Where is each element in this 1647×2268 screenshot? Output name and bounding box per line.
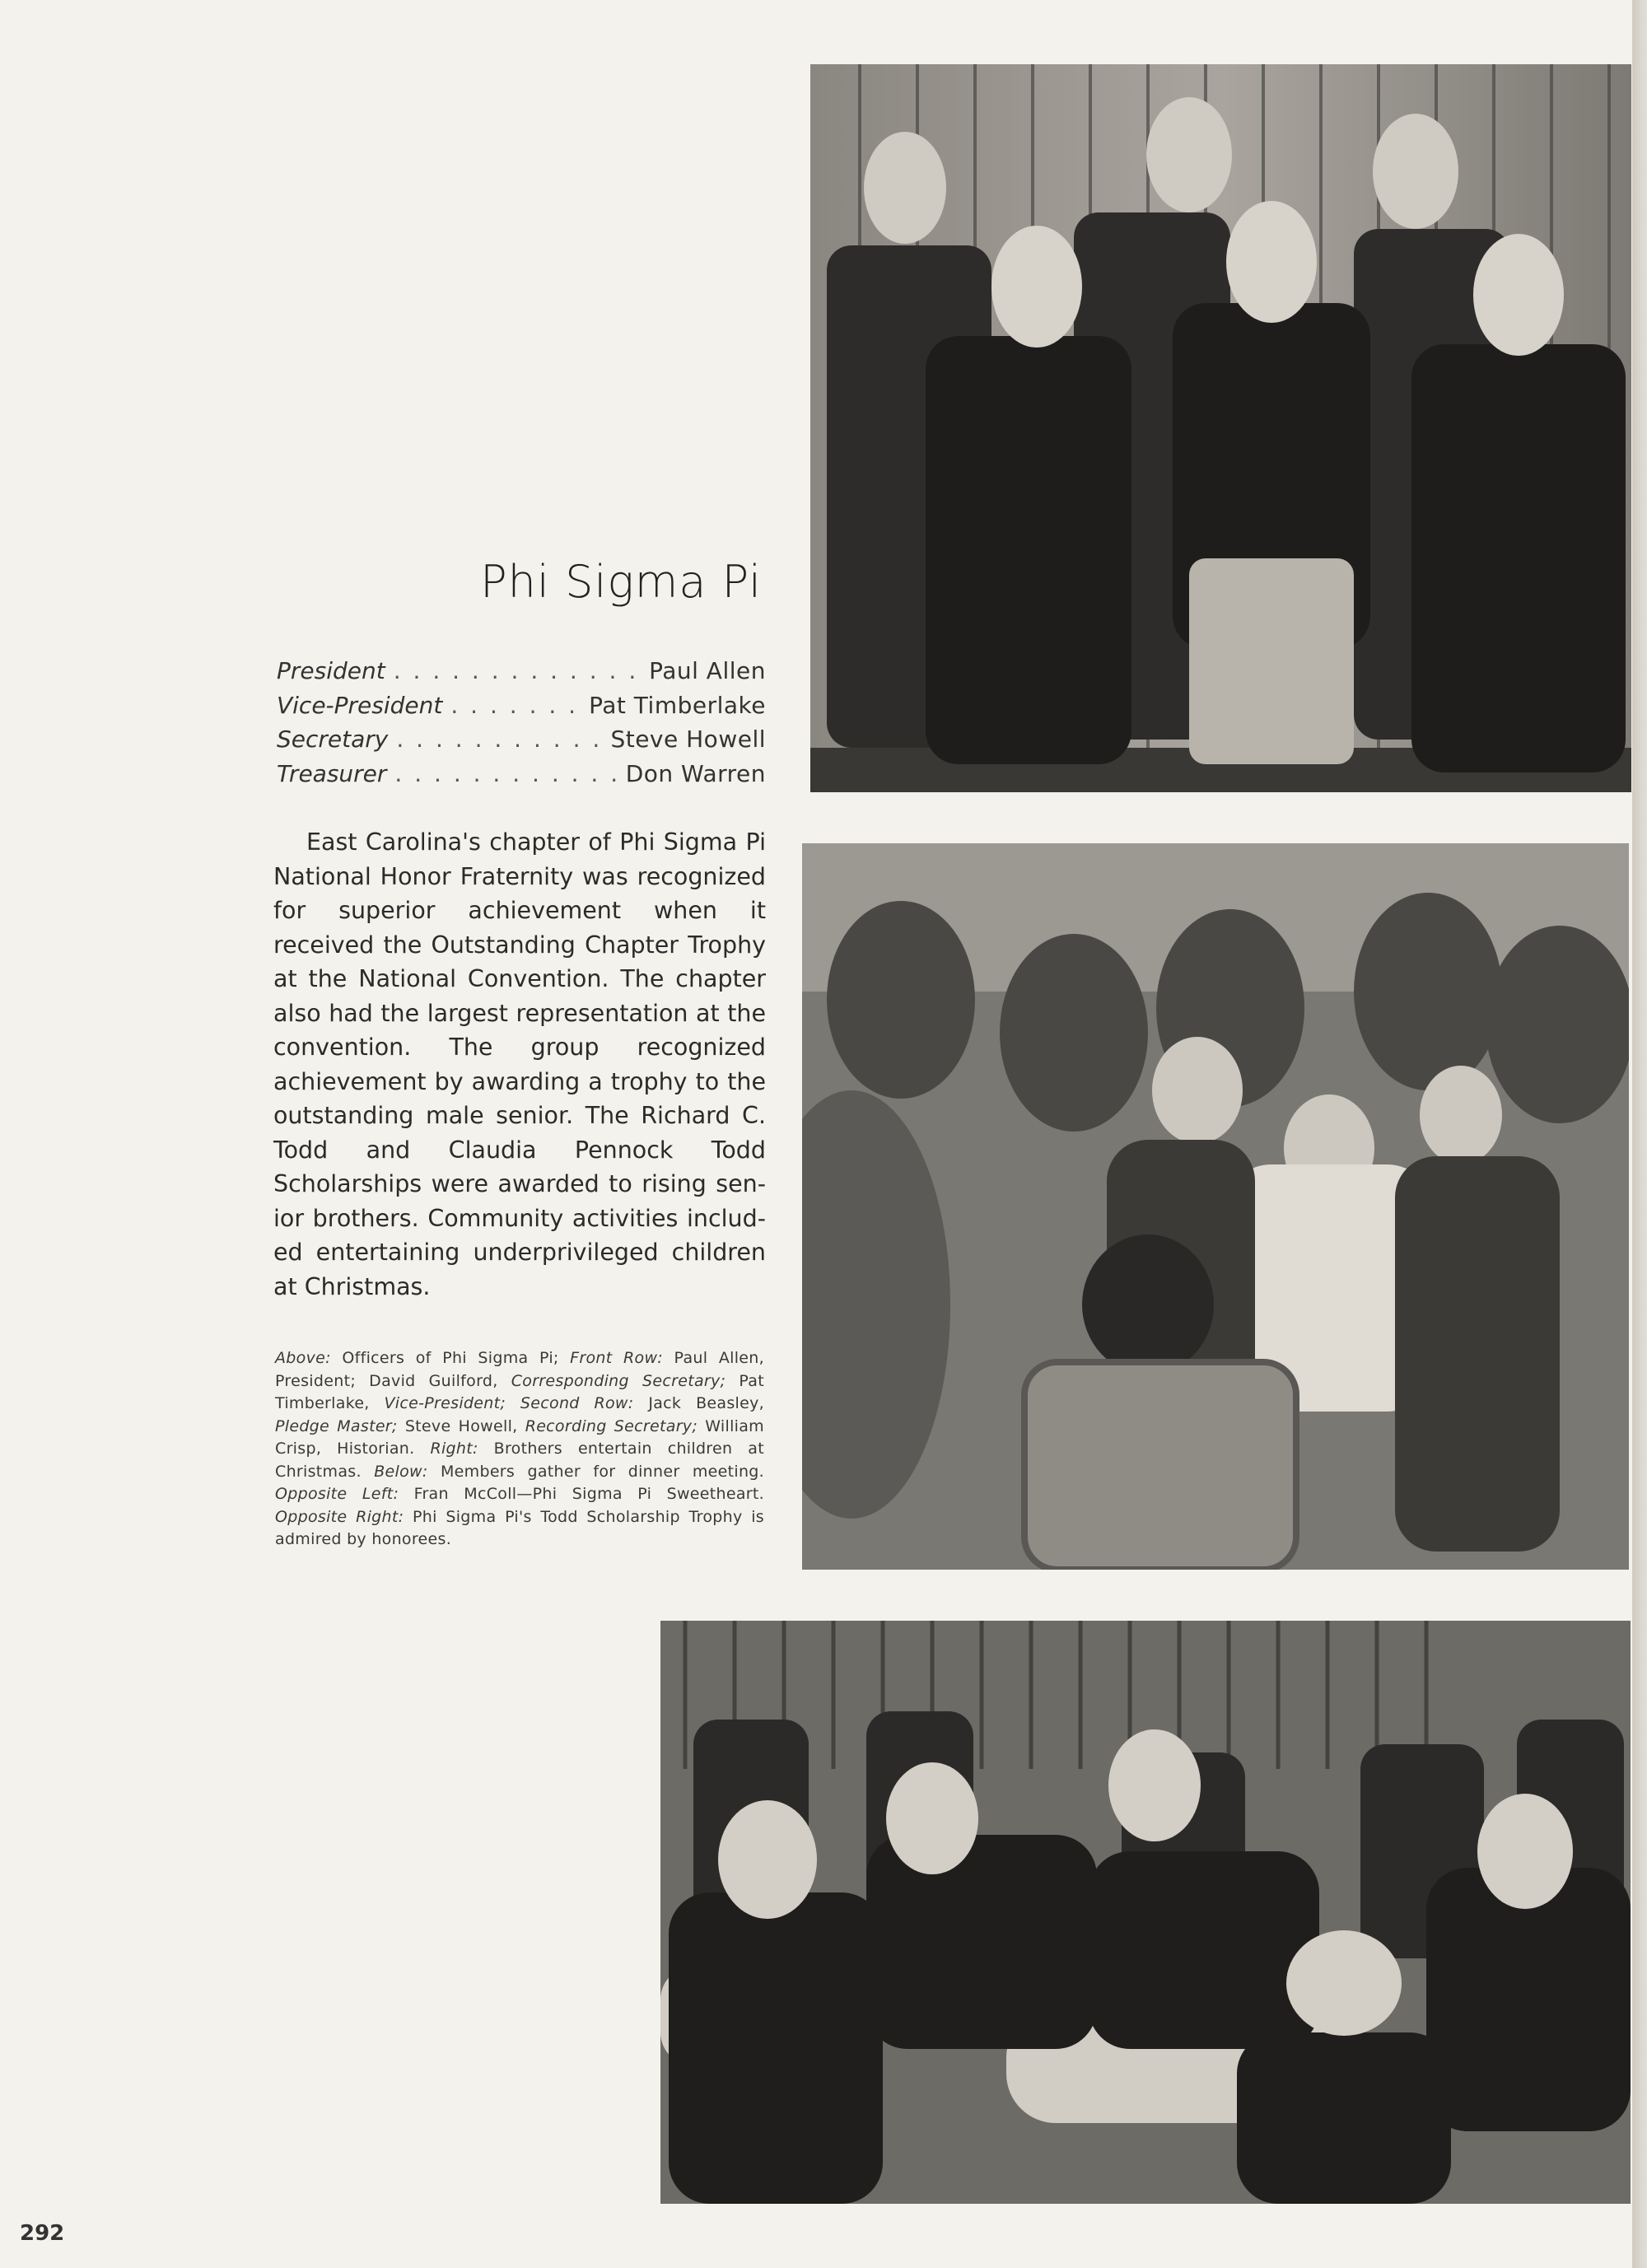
caption-segment: Brothers entertain children at Christmas.	[275, 1440, 764, 1481]
caption-segment: Phi Sigma Pi's Todd Scholarship Trophy is admired by honorees.	[275, 1507, 764, 1548]
officer-role: Treasurer	[277, 759, 387, 787]
officer-name: Paul Allen	[649, 657, 766, 684]
caption-segment: Officers of Phi Sigma Pi;	[330, 1349, 571, 1367]
caption-segment	[506, 1394, 520, 1412]
officer-role: Secretary	[277, 726, 389, 753]
officer-row-secretary	[277, 726, 766, 760]
caption-segment: Jack Beasley,	[633, 1394, 764, 1412]
caption-segment: William Crisp, Historian.	[275, 1416, 764, 1458]
caption-segment: Fran McColl—Phi Sigma Pi Sweetheart.	[399, 1485, 764, 1503]
caption-segment: Opposite Left:	[275, 1485, 399, 1503]
leader-dots	[450, 692, 581, 719]
caption-segment: Front Row:	[570, 1349, 664, 1367]
photo-caption	[275, 1347, 764, 1552]
caption-segment: Opposite Right:	[275, 1507, 404, 1526]
officer-role: Vice-President	[277, 691, 443, 719]
officer-row-treasurer	[277, 760, 766, 795]
leader-dots	[394, 760, 617, 787]
officer-role: President	[277, 657, 385, 684]
caption-segment: Pat Timberlake,	[275, 1371, 764, 1412]
caption-segment: Steve Howell,	[397, 1416, 525, 1435]
officer-name: Pat Timberlake	[589, 691, 766, 719]
page-edge	[1632, 0, 1647, 2268]
page-title: Phi Sigma Pi	[480, 556, 762, 608]
christmas-children-photo	[802, 843, 1629, 1570]
officer-row-vice-president	[277, 692, 766, 726]
caption-segment: Second Row:	[520, 1394, 634, 1412]
body-paragraph: East Carolina's chapter of Phi Sigma Pi National Honor Fraternity was recognized for superior achievement when it received the Outstanding Chapter Trophy at the National Convention. The chapter also had the largest representation at the convention. The group recognized achievement by awarding a trophy to the outstanding male senior. The Richard C. Todd and Claudia Pennock Todd Scholarships were awarded to rising senior brothers. Community activities included entertaining underprivileged children at Christmas.	[273, 828, 766, 1300]
caption-segment: Recording Secretary;	[525, 1416, 698, 1435]
caption-segment: Pledge Master;	[275, 1416, 398, 1435]
officers-list	[277, 657, 766, 794]
leader-dots	[396, 726, 602, 753]
dinner-meeting-photo	[660, 1621, 1631, 2204]
page-number: 292	[20, 2221, 65, 2246]
officer-row-president	[277, 657, 766, 692]
caption-segment: Above:	[275, 1349, 331, 1367]
officer-name: Steve Howell	[610, 726, 766, 753]
caption-segment: Corresponding Secretary;	[511, 1371, 726, 1390]
caption-segment: Right:	[430, 1440, 478, 1458]
leader-dots	[394, 657, 641, 684]
officer-name: Don Warren	[625, 759, 766, 787]
caption-segment: Paul Allen, President; David Guilford,	[275, 1349, 764, 1390]
caption-segment: Members gather for dinner meeting.	[427, 1462, 764, 1481]
officers-group-photo	[810, 64, 1631, 792]
caption-segment: Vice-President;	[384, 1394, 506, 1412]
caption-segment: Below:	[374, 1462, 428, 1481]
